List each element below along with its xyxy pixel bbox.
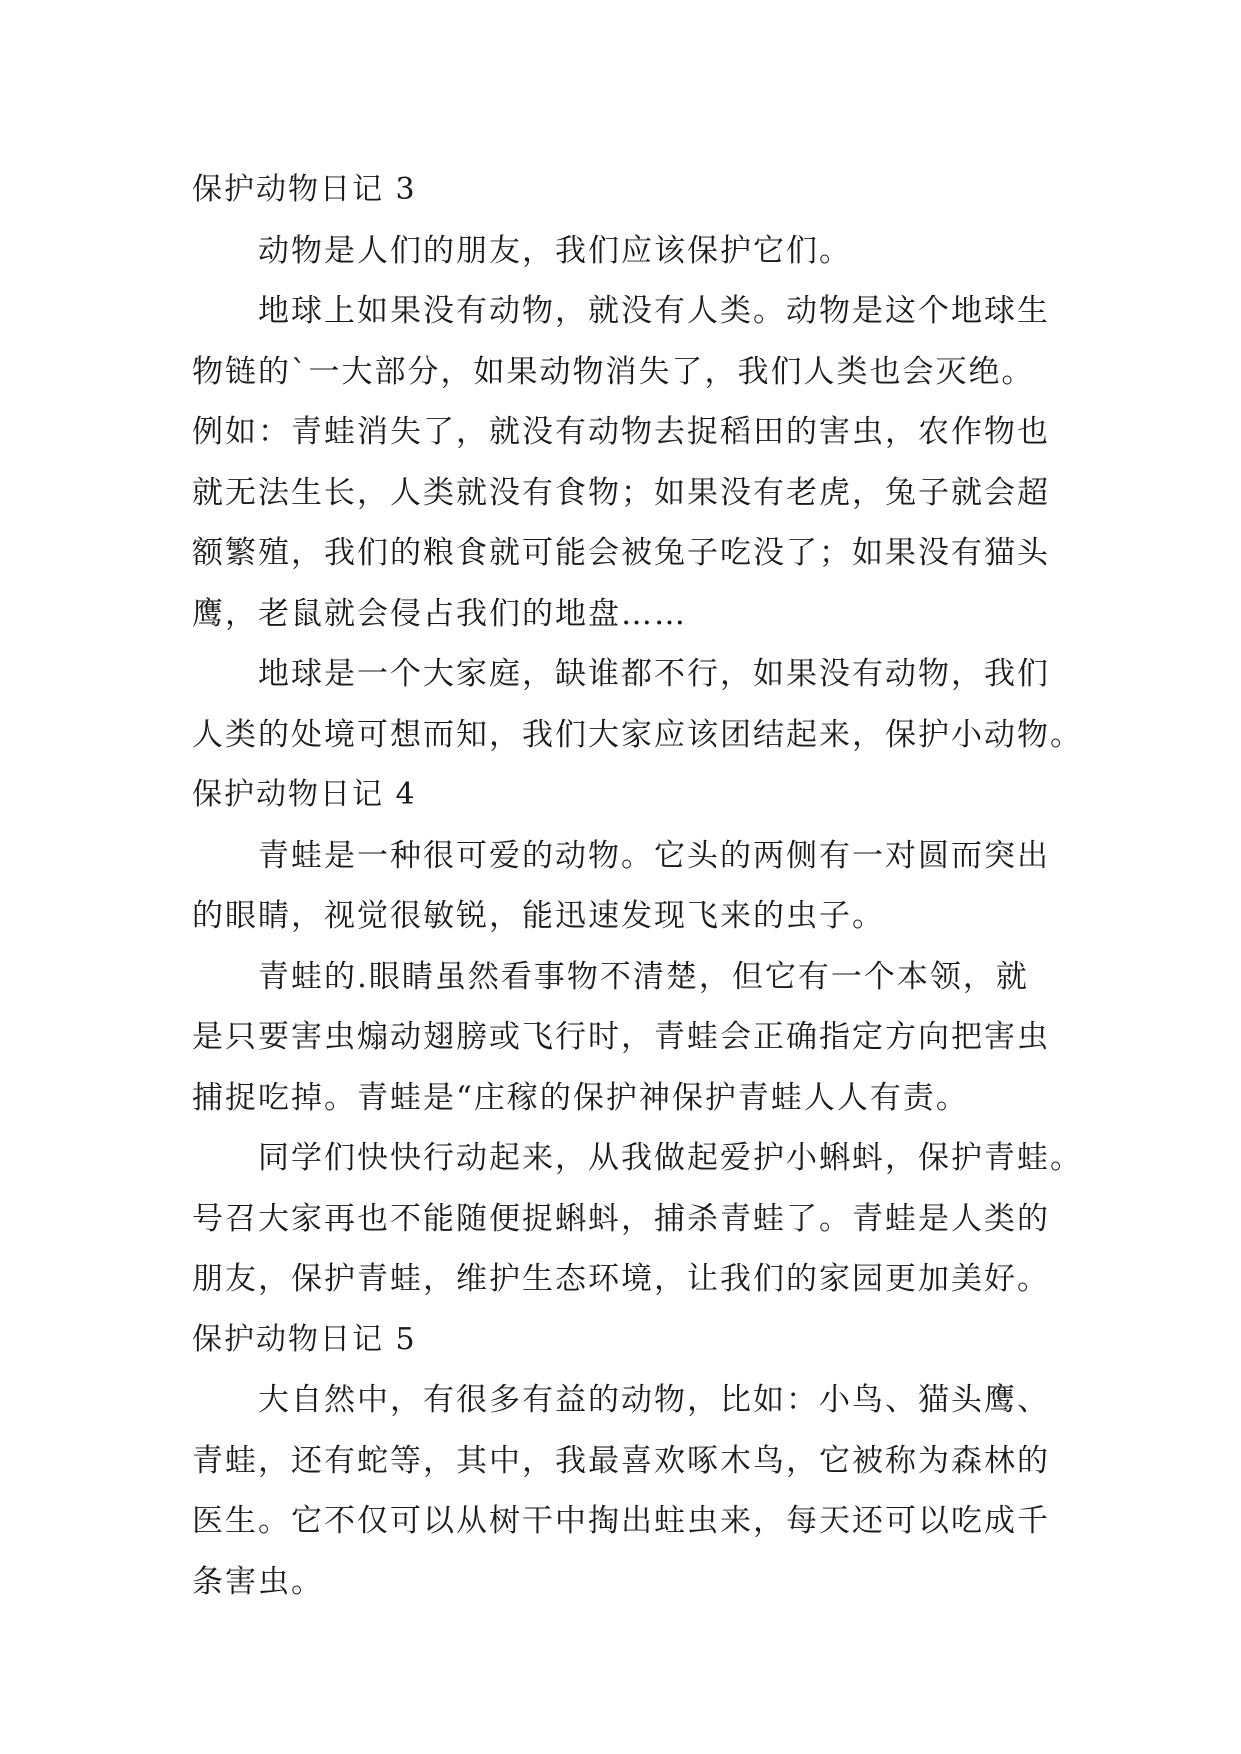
text-line: 青蛙的.眼睛虽然看事物不清楚，但它有一个本领，就 (258, 958, 1029, 995)
section-heading: 保护动物日记 4 (192, 777, 417, 812)
text-line: 同学们快快行动起来，从我做起爱护小蝌蚪，保护青蛙。 (258, 1140, 1083, 1176)
text-line: 额繁殖，我们的粮食就可能会被兔子吃没了；如果没有猫头 (192, 535, 1050, 571)
document-body (192, 160, 1083, 1612)
section-heading: 保护动物日记 3 (192, 172, 417, 207)
text-line: 青蛙是一种很可爱的动物。它头的两侧有一对圆而突出 (258, 837, 1050, 874)
text-line: 例如：青蛙消失了，就没有动物去捉稻田的害虫，农作物也 (192, 414, 1050, 450)
text-line: 地球是一个大家庭，缺谁都不行，如果没有动物，我们 (258, 656, 1050, 692)
text-line: 朋友，保护青蛙，维护生态环境，让我们的家园更加美好。 (192, 1261, 1050, 1297)
text-line: 鹰，老鼠就会侵占我们的地盘…… (192, 595, 687, 632)
text-line: 捕捉吃掉。青蛙是“庄稼的保护神保护青蛙人人有责。 (192, 1079, 969, 1116)
text-line: 物链的`一大部分，如果动物消失了，我们人类也会灭绝。 (192, 353, 1035, 390)
text-line: 条害虫。 (192, 1563, 324, 1600)
text-line: 就无法生长，人类就没有食物；如果没有老虎，兔子就会超 (192, 474, 1050, 511)
text-line: 动物是人们的朋友，我们应该保护它们。 (258, 232, 852, 269)
text-line: 是只要害虫煽动翅膀或飞行时，青蛙会正确指定方向把害虫 (192, 1019, 1050, 1055)
text-line: 地球上如果没有动物，就没有人类。动物是这个地球生 (258, 293, 1050, 329)
text-line: 青蛙，还有蛇等，其中，我最喜欢啄木鸟，它被称为森林的 (192, 1442, 1050, 1479)
text-line: 人类的处境可想而知，我们大家应该团结起来，保护小动物。 (192, 716, 1083, 753)
text-line: 的眼睛，视觉很敏锐，能迅速发现飞来的虫子。 (192, 898, 885, 934)
text-line: 号召大家再也不能随便捉蝌蚪，捕杀青蛙了。青蛙是人类的 (192, 1200, 1050, 1237)
text-line: 大自然中，有很多有益的动物，比如：小鸟、猫头鹰、 (258, 1382, 1050, 1418)
text-line: 医生。它不仅可以从树干中掏出蛀虫来，每天还可以吃成千 (192, 1503, 1050, 1539)
section-heading: 保护动物日记 5 (192, 1321, 417, 1357)
